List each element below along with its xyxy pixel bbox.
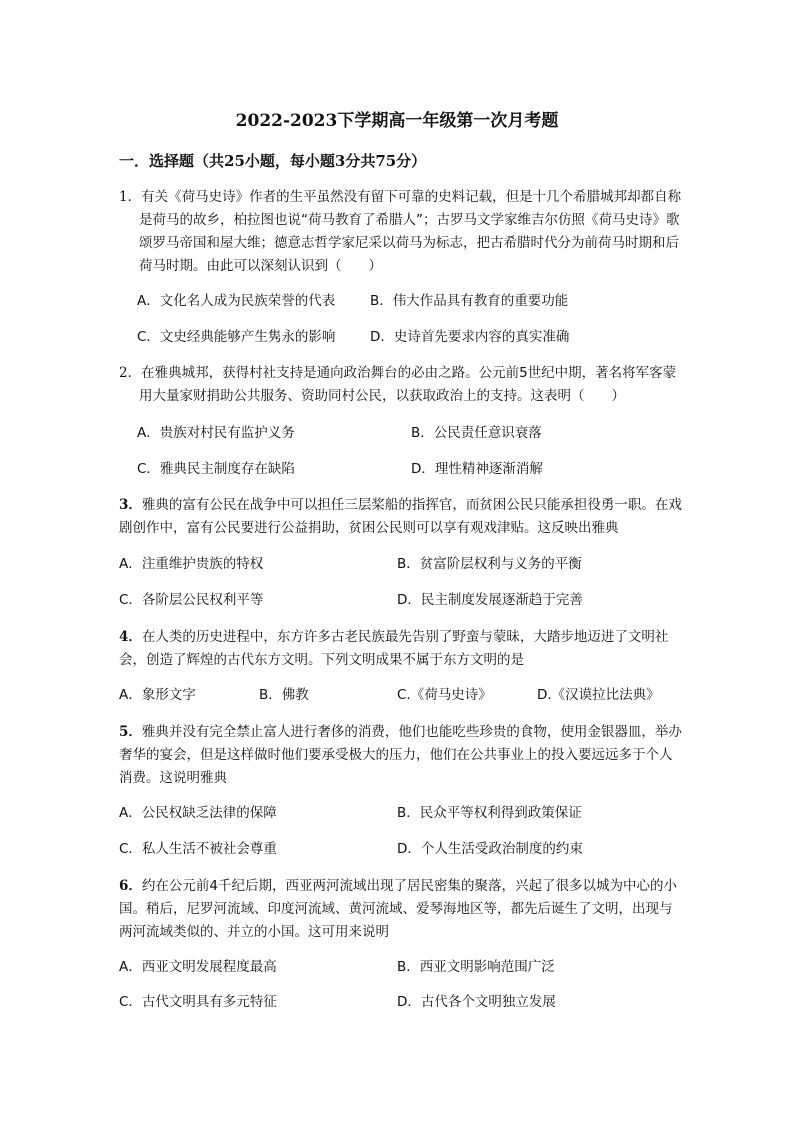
question-number: 6． [119, 878, 142, 894]
question-stem: 在雅典城邦，获得村社支持是通向政治舞台的必由之路。公元前5世纪中期，著名将军客蒙用大量家财捐助公共服务、资助同村公民，以获取政治上的支持。这表明（ ） [139, 365, 677, 404]
option-a[interactable]: A．象形文字 [119, 687, 196, 703]
option-a[interactable]: A．公民权缺乏法律的保障 [119, 805, 277, 821]
question-4 [119, 626, 685, 672]
option-b[interactable]: B．公民责任意识衰落 [411, 425, 542, 441]
option-d[interactable]: D.《汉谟拉比法典》 [537, 687, 660, 703]
option-b[interactable]: B．贫富阶层权利与义务的平衡 [397, 556, 582, 572]
option-c[interactable]: C.《荷马史诗》 [397, 687, 492, 703]
question-number: 4． [119, 629, 142, 645]
question-stem: 在人类的历史进程中，东方许多古老民族最先告别了野蛮与蒙昧，大踏步地迈进了文明社会，创造了辉煌的古代东方文明。下列文明成果不属于东方文明的是 [119, 629, 669, 668]
question-number: 3． [119, 497, 142, 513]
section-heading: 一．选择题（共25小题，每小题3分共75分） [119, 152, 427, 170]
question-number: 1． [119, 189, 142, 205]
question-2 [119, 362, 685, 408]
question-stem: 雅典的富有公民在战争中可以担任三层桨船的指挥官，而贫困公民只能承担役勇一职。在戏剧创作中，富有公民要进行公益捐助，贫困公民则可以享有观戏津贴。这反映出雅典 [119, 497, 682, 536]
question-3 [119, 494, 685, 540]
option-d[interactable]: D．理性精神逐渐消解 [411, 461, 543, 477]
question-5 [119, 721, 685, 790]
question-1 [119, 186, 685, 278]
question-6 [119, 875, 685, 944]
option-a[interactable]: A．注重维护贵族的特权 [119, 556, 264, 572]
option-c[interactable]: C．私人生活不被社会尊重 [119, 841, 277, 857]
option-c[interactable]: C．文史经典能够产生隽永的影响 [137, 329, 336, 345]
option-d[interactable]: D．古代各个文明独立发展 [397, 994, 556, 1010]
option-c[interactable]: C．各阶层公民权利平等 [119, 592, 264, 608]
question-stem: 约在公元前4千纪后期，西亚两河流域出现了居民密集的聚落，兴起了很多以城为中心的小国。稍后，尼罗河流域、印度河流域、黄河流域、爱琴海地区等，都先后诞生了文明，出现与两河流域类似的、并立的小国。这可用来说明 [119, 878, 677, 940]
exam-title: 2022-2023下学期高一年级第一次月考题 [235, 111, 559, 131]
option-d[interactable]: D．民主制度发展逐渐趋于完善 [397, 592, 583, 608]
question-number: 5． [119, 724, 142, 740]
option-c[interactable]: C．雅典民主制度存在缺陷 [137, 461, 295, 477]
question-number: 2． [119, 365, 142, 381]
question-stem: 雅典并没有完全禁止富人进行奢侈的消费，他们也能吃些珍贵的食物，使用金银器皿，举办奢华的宴会，但是这样做时他们要承受极大的压力，他们在公共事业上的投入要远远多于个人消费。这说明雅典 [119, 724, 682, 786]
option-d[interactable]: D．个人生活受政治制度的约束 [397, 841, 583, 857]
question-stem: 有关《荷马史诗》作者的生平虽然没有留下可靠的史料记载，但是十几个希腊城邦却都自称是荷马的故乡，柏拉图也说“荷马教育了希腊人”；古罗马文学家维吉尔仿照《荷马史诗》歌颂罗马帝国和屋大维；德意志哲学家尼采以荷马为标志，把古希腊时代分为前荷马时期和后荷马时期。由此可以深刻认识到（ ） [139, 189, 682, 274]
option-d[interactable]: D．史诗首先要求内容的真实准确 [370, 329, 570, 345]
option-b[interactable]: B．西亚文明影响范围广泛 [397, 959, 555, 975]
option-a[interactable]: A．文化名人成为民族荣誉的代表 [137, 293, 336, 309]
option-b[interactable]: B．伟大作品具有教育的重要功能 [370, 293, 569, 309]
option-b[interactable]: B．佛教 [259, 687, 309, 703]
option-a[interactable]: A．贵族对村民有监护义务 [137, 425, 295, 441]
option-c[interactable]: C．古代文明具有多元特征 [119, 994, 277, 1010]
option-a[interactable]: A．西亚文明发展程度最高 [119, 959, 277, 975]
option-b[interactable]: B．民众平等权利得到政策保证 [397, 805, 582, 821]
